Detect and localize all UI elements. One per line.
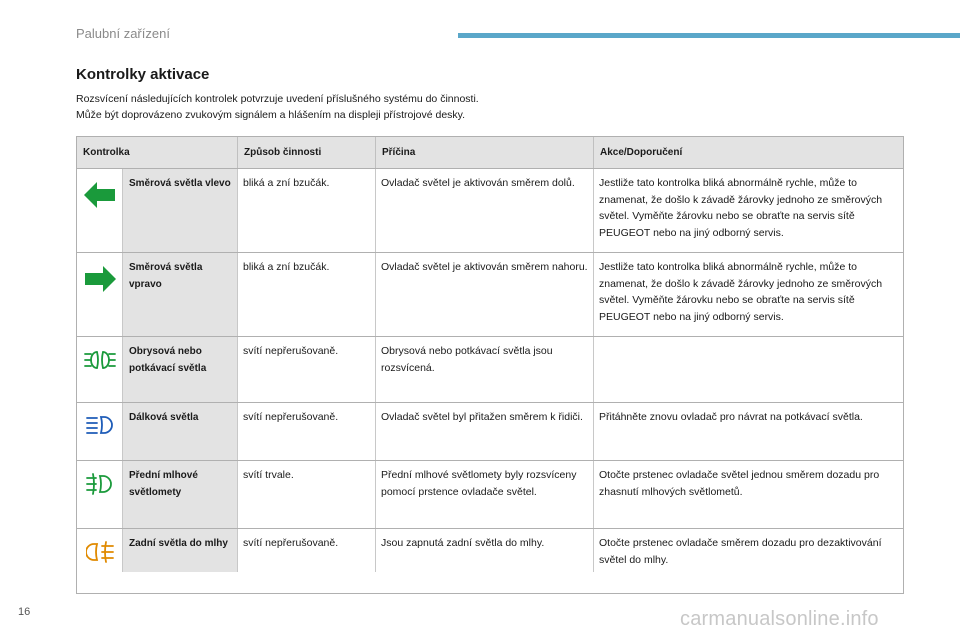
position-lights-icon <box>84 349 116 371</box>
indicator-mode: svítí nepřerušovaně. <box>238 529 376 572</box>
indicator-mode: svítí nepřerušovaně. <box>238 337 376 402</box>
indicator-mode: bliká a zní bzučák. <box>238 253 376 336</box>
indicator-name: Dálková světla <box>123 403 238 460</box>
page-number: 16 <box>18 606 31 618</box>
icon-cell <box>77 529 123 572</box>
indicator-cause: Ovladač světel je aktivován směrem dolů. <box>376 169 594 252</box>
indicator-action <box>594 337 903 402</box>
indicator-mode: bliká a zní bzučák. <box>238 169 376 252</box>
front-fog-lamp-icon <box>86 473 114 495</box>
indicator-table <box>76 136 904 594</box>
rear-fog-lamp-icon <box>86 541 114 563</box>
icon-cell <box>77 253 123 336</box>
icon-cell <box>77 461 123 528</box>
indicator-name: Směrová světla vpravo <box>123 253 238 336</box>
icon-cell <box>77 403 123 460</box>
turn-left-arrow-icon <box>84 181 116 209</box>
indicator-cause: Ovladač světel je aktivován směrem nahoru. <box>376 253 594 336</box>
header-mode: Způsob činnosti <box>238 137 376 168</box>
indicator-action: Otočte prstenec ovladače světel jednou směrem dozadu pro zhasnutí mlhových světlometů. <box>599 469 880 498</box>
intro-line-2: Může být doprovázeno zvukovým signálem a hlášením na displeji přístrojové desky. <box>76 109 466 121</box>
header-action: Akce/Doporučení <box>600 147 683 158</box>
indicator-name: Zadní světla do mlhy <box>123 529 238 572</box>
indicator-mode: svítí trvale. <box>238 461 376 528</box>
section-title: Kontrolky aktivace <box>76 66 210 83</box>
icon-cell <box>77 169 123 252</box>
header-title: Palubní zařízení <box>76 26 170 41</box>
high-beam-icon <box>86 415 114 435</box>
table-row <box>77 529 903 572</box>
indicator-cause: Ovladač světel byl přitažen směrem k řidiči. <box>376 403 594 460</box>
indicator-name: Směrová světla vlevo <box>123 169 238 252</box>
indicator-action: Přitáhněte znovu ovladač pro návrat na potkávací světla. <box>599 411 863 423</box>
indicator-cause: Obrysová nebo potkávací světla jsou rozsvícená. <box>376 337 594 402</box>
table-header <box>77 137 903 169</box>
icon-cell <box>77 337 123 402</box>
indicator-mode: svítí nepřerušovaně. <box>238 403 376 460</box>
table-row <box>77 337 903 403</box>
indicator-cause: Přední mlhové světlomety byly rozsvíceny pomocí prstence ovladače světel. <box>376 461 594 528</box>
indicator-name: Obrysová nebo potkávací světla <box>123 337 238 402</box>
watermark: carmanualsonline.info <box>680 608 879 630</box>
section-intro <box>76 91 479 123</box>
indicator-action: Jestliže tato kontrolka bliká abnormálně rychle, může to znamenat, že došlo k závadě žárovky jednoho ze směrových světel. Vyměňte žárovku nebo se obraťte na servis sítě PEUGEOT nebo na jiný odborný servis. <box>599 261 883 323</box>
table-row <box>77 461 903 529</box>
header-kontrolka: Kontrolka <box>77 137 238 168</box>
header-accent-bar <box>458 33 960 38</box>
indicator-action: Jestliže tato kontrolka bliká abnormálně rychle, může to znamenat, že došlo k závadě žárovky jednoho ze směrových světel. Vyměňte žárovku nebo se obraťte na servis sítě PEUGEOT nebo na jiný odborný servis. <box>599 177 883 239</box>
intro-line-1: Rozsvícení následujících kontrolek potvrzuje uvedení příslušného systému do činnosti. <box>76 93 479 105</box>
table-row <box>77 169 903 253</box>
table-row <box>77 403 903 461</box>
header-cause: Příčina <box>376 137 594 168</box>
turn-right-arrow-icon <box>84 265 116 293</box>
indicator-name: Přední mlhové světlomety <box>123 461 238 528</box>
indicator-cause: Jsou zapnutá zadní světla do mlhy. <box>376 529 594 572</box>
table-row <box>77 253 903 337</box>
indicator-action: Otočte prstenec ovladače směrem dozadu pro dezaktivování světel do mlhy. <box>599 537 882 566</box>
